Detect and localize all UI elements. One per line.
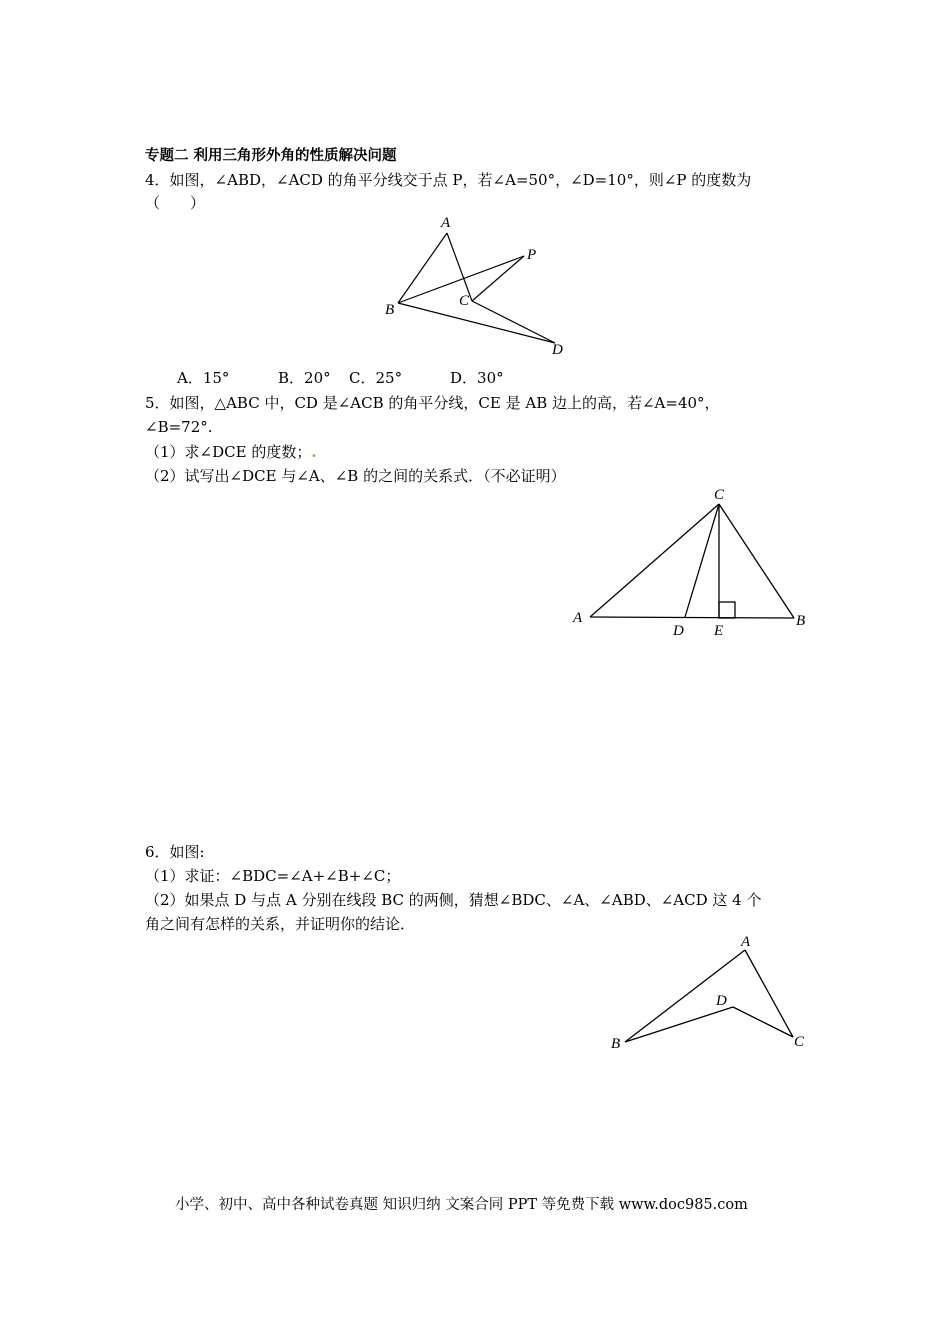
- q5-part1-text: （1）求∠DCE 的度数；: [145, 443, 312, 461]
- q5-part2: （2）试写出∠DCE 与∠A、∠B 的之间的关系式．（不必证明）: [145, 467, 566, 485]
- q4-option-a: A．15°: [177, 369, 230, 387]
- q5-part1-mark: .: [311, 443, 317, 461]
- q6-part2-line1: （2）如果点 D 与点 A 分别在线段 BC 的两侧，猜想∠BDC、∠A、∠ABD、∠ACD 这 4 个: [145, 891, 762, 909]
- q4-answer-paren: （ ）: [145, 194, 206, 212]
- section-title: 专题二 利用三角形外角的性质解决问题: [145, 148, 397, 164]
- q6-label-d: D: [716, 993, 727, 1009]
- q5-label-b: B: [796, 613, 806, 629]
- q4-option-c: C．25°: [349, 369, 403, 387]
- q6-label-b: B: [611, 1036, 621, 1052]
- q4-label-p: P: [527, 247, 537, 263]
- q4-stem: 4．如图，∠ABD，∠ACD 的角平分线交于点 P，若∠A=50°，∠D=10°，则∠P 的度数为: [145, 171, 752, 189]
- q6-segment-bd: [625, 1007, 733, 1042]
- q6-label-c: C: [794, 1034, 805, 1050]
- q6-segment-ac: [745, 950, 793, 1037]
- q6-part1: （1）求证：∠BDC=∠A+∠B+∠C；: [145, 867, 401, 885]
- q6-stem: 6．如图:: [145, 843, 205, 861]
- q5-label-c: C: [714, 487, 725, 503]
- q4-label-d: D: [552, 342, 563, 358]
- q5-label-e: E: [714, 623, 724, 639]
- q4-label-c: C: [459, 293, 470, 309]
- q4-option-b: B．20°: [278, 369, 331, 387]
- q6-segment-ab: [625, 950, 745, 1042]
- q5-label-d: D: [673, 623, 684, 639]
- q6-part2-line2: 角之间有怎样的关系，并证明你的结论．: [145, 915, 416, 933]
- q4-option-d: D．30°: [450, 369, 504, 387]
- q5-label-a: A: [573, 610, 583, 626]
- q6-label-a: A: [741, 934, 751, 950]
- q4-label-b: B: [385, 302, 395, 318]
- q4-label-a: A: [441, 215, 451, 231]
- q5-stem-line2: ∠B=72°.: [145, 418, 213, 436]
- q5-stem-line1: 5．如图，△ABC 中，CD 是∠ACB 的角平分线，CE 是 AB 边上的高，若∠A=40°，: [145, 394, 720, 412]
- page-footer: 小学、初中、高中各种试卷真题 知识归纳 文案合同 PPT 等免费下载 www.doc985.com: [175, 1197, 748, 1213]
